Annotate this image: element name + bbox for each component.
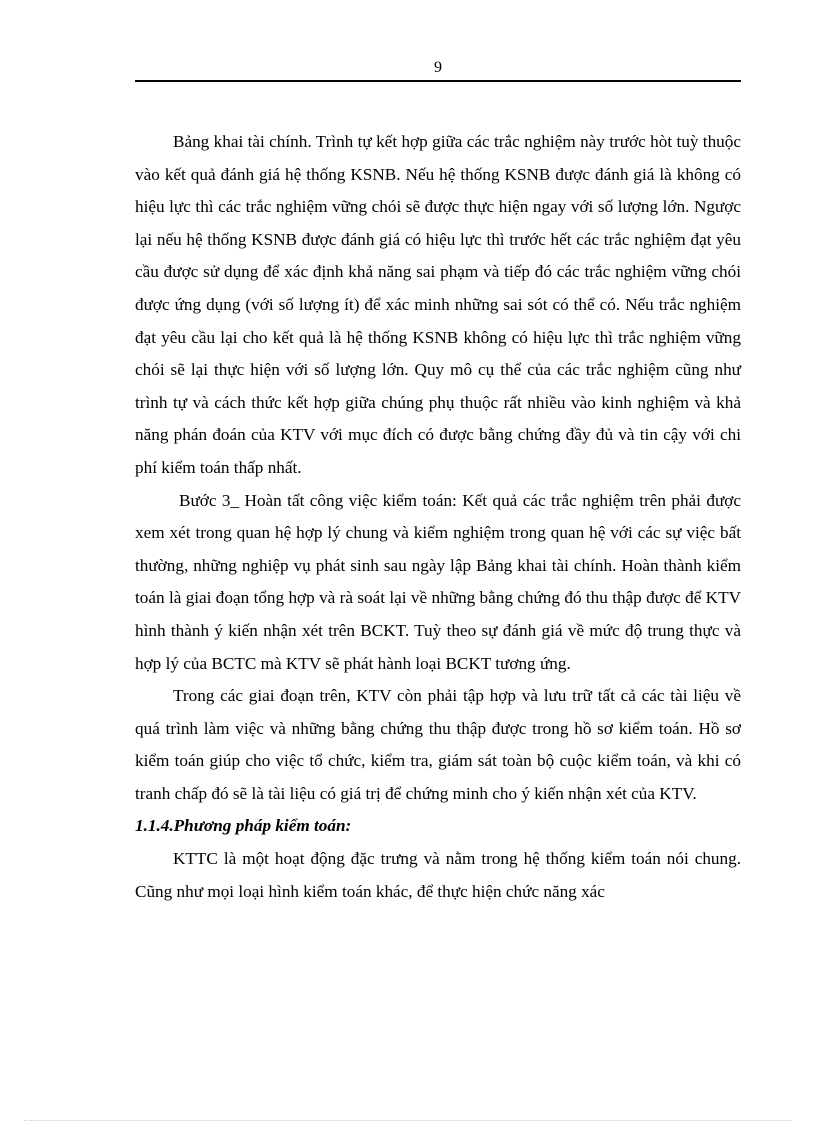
document-body bbox=[135, 126, 741, 908]
paragraph-trac-nghiem: Bảng khai tài chính. Trình tự kết hợp giữa các trắc nghiệm này trước hòt tuỳ thuộc vào kết quả đánh giá hệ thống KSNB. Nếu hệ thống KSNB được đánh giá là không có hiệu lực thì các trắc nghiệm vững chói sẽ được thực hiện ngay với số lượng lớn. Ngược lại nếu hệ thống KSNB được đánh giá có hiệu lực thì trước hết các trắc nghiệm đạt yêu cầu được sử dụng để xác định khả năng sai phạm và tiếp đó các trắc nghiệm vững chói được ứng dụng (với số lượng ít) để xác minh những sai sót có thể có. Nếu trắc nghiệm đạt yêu cầu lại cho kết quả là hệ thống KSNB không có hiệu lực thì trắc nghiệm vững chói sẽ lại thực hiện với số lượng lớn. Quy mô cụ thể của các trắc nghiệm cũng như trình tự và cách thức kết hợp giữa chúng phụ thuộc rất nhiều vào kinh nghiệm và khả năng phán đoán của KTV với mục đích có được bằng chứng đầy đủ và tin cậy với chi phí kiểm toán thấp nhất. bbox=[135, 132, 741, 477]
section-heading: 1.1.4.Phương pháp kiểm toán: bbox=[135, 816, 352, 836]
paragraph-kttc: KTTC là một hoạt động đặc trưng và nằm trong hệ thống kiểm toán nói chung. Cũng như mọi loại hình kiểm toán khác, để thực hiện chức năng xác bbox=[135, 849, 741, 901]
footer-rule bbox=[24, 1120, 792, 1121]
header-rule bbox=[135, 80, 741, 82]
paragraph-buoc-3: Bước 3_ Hoàn tất công việc kiểm toán: Kết quả các trắc nghiệm trên phải được xem xét trong quan hệ hợp lý chung và kiểm nghiệm trong quan hệ với các sự việc bất thường, những nghiệp vụ phát sinh sau ngày lập Bảng khai tài chính. Hoàn thành kiểm toán là giai đoạn tổng hợp và rà soát lại về những bằng chứng đó thu thập được để KTV hình thành ý kiến nhận xét trên BCKT. Tuỳ theo sự đánh giá về mức độ trung thực và hợp lý của BCTC mà KTV sẽ phát hành loại BCKT tương ứng. bbox=[135, 490, 741, 673]
page-number: 9 bbox=[434, 59, 442, 76]
paragraph-ho-so-kiem-toan: Trong các giai đoạn trên, KTV còn phải tập hợp và lưu trữ tất cả các tài liệu về quá trình làm việc và những bằng chứng thu thập được trong hồ sơ kiểm toán. Hồ sơ kiểm toán giúp cho việc tổ chức, kiểm tra, giám sát toàn bộ cuộc kiểm toán, và khi có tranh chấp đó sẽ là tài liệu có giá trị để chứng minh cho ý kiến nhận xét của KTV. bbox=[135, 686, 741, 803]
